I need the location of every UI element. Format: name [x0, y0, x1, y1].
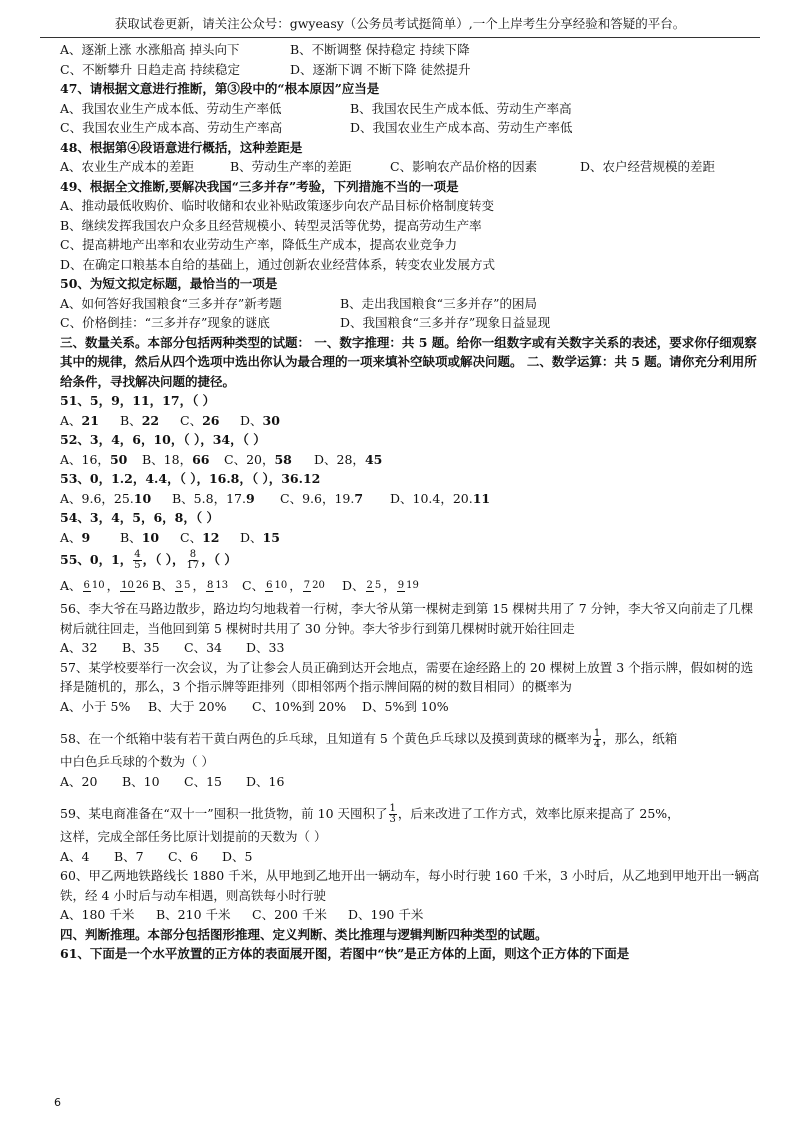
option-d: D、16 [246, 773, 285, 789]
option-a: A、逐渐上涨 水涨船高 掉头向下 [60, 42, 240, 57]
page-number: 6 [54, 1096, 61, 1109]
option-d: D、5 [222, 848, 253, 864]
options-row [60, 411, 760, 431]
option-c: C、20，58 [224, 451, 292, 467]
option-b: B、35 [122, 640, 160, 655]
fraction: $\frac{4}{5}$ [134, 549, 141, 571]
option-a: A、180 千米 [60, 907, 135, 922]
option-c: C、价格倒挂：“三多并存”现象的谜底 [60, 315, 270, 330]
options-row [60, 772, 760, 792]
option-b: B、10 [122, 773, 160, 789]
options-row [60, 99, 760, 119]
option-a: A、32 [60, 640, 98, 655]
question-58: 58、在一个纸箱中装有若干黄白两色的乒乓球，且知道有 5 个黄色乒乓球以及摸到黄球的概率为 $\frac{1}{4}$ ，那么，纸箱 [60, 728, 678, 750]
option-b: B、7 [114, 848, 144, 864]
option-c: C、10%到 20% [252, 698, 347, 714]
options-row [60, 573, 760, 599]
question-57: 57、某学校要举行一次会议，为了让参会人员正确到达开会地点，需要在途经路上的 20 棵树上放置 3 个指示牌，假如树的选择是随机的，那么，3 个指示牌等距排列（即相邻两个指示牌间隔的树的数目相同）的概率为 [60, 659, 754, 694]
page-header: 获取试卷更新，请关注公众号：gwyeasy（公务员考试挺简单）,一个上岸考生分享经验和答疑的平台。 [114, 16, 686, 31]
option-b: B、劳动生产率的差距 [230, 159, 352, 174]
question-47: 47、请根据文意进行推断，第③段中的“根本原因”应当是 [60, 81, 380, 96]
option-d: D、我国粮食“三多并存”现象日益显现 [340, 315, 551, 330]
fraction: $\frac{8}{17}$ [186, 549, 200, 571]
option-a: A、4 [60, 848, 90, 864]
option-c: C、提高耕地产出率和农业劳动生产率，降低生产成本，提高农业竞争力 [60, 237, 458, 252]
option-d: D、逐渐下调 不断下降 徒然提升 [290, 61, 471, 77]
option-c: C、15 [184, 773, 222, 789]
question-54: 54、3，4，5，6，8，（ ） [60, 510, 219, 525]
question-58-cont: 中白色乒乓球的个数为（ ） [60, 754, 214, 769]
exam-content [60, 40, 760, 964]
option-b: B、18，66 [142, 451, 210, 467]
option-d: D、10.4，20.11 [390, 490, 491, 506]
question-51: 51、5，9，11，17，（ ） [60, 393, 216, 408]
option-d: D、30 [240, 412, 280, 428]
option-a: A、如何答好我国粮食“三多并存”新考题 [60, 295, 282, 311]
header-divider [40, 37, 760, 38]
options-row [60, 157, 760, 177]
option-c: C、34 [184, 640, 222, 655]
question-52: 52、3，4，6，10，（ ），34，（ ） [60, 432, 266, 447]
options-row [60, 313, 760, 333]
option-b: B、走出我国粮食“三多并存”的困局 [340, 295, 537, 311]
option-b: B、22 [120, 412, 160, 428]
option-a: A、推动最低收购价、临时收储和农业补贴政策逐步向农产品目标价格制度转变 [60, 198, 495, 213]
option-d: D、在确定口粮基本自给的基础上，通过创新农业经营体系，转变农业发展方式 [60, 256, 496, 272]
option-b: B、不断调整 保持稳定 持续下降 [290, 42, 470, 57]
option-a: A、我国农业生产成本低、劳动生产率低 [60, 100, 282, 116]
options-row [60, 905, 760, 925]
option-a: A、21 [60, 412, 99, 428]
question-61: 61、下面是一个水平放置的正方体的表面展开图，若图中“快”是正方体的上面，则这个正方体的下面是 [60, 946, 630, 961]
option-a: A、 6 10 ， 10 26 [60, 578, 149, 593]
option-d: D、农户经营规模的差距 [580, 159, 716, 174]
option-c: C、200 千米 [252, 907, 327, 922]
question-59: 59、某电商准备在“双十一”囤积一批货物，前 10 天囤积了 $\frac{1}{3}$ ，后来改进了工作方式，效率比原来提高了 25%， [60, 803, 680, 825]
option-a: A、16，50 [60, 451, 128, 467]
options-row [60, 60, 760, 80]
option-d: D、28，45 [314, 451, 383, 467]
option-b: B、 3 5 ， 8 13 [152, 578, 229, 593]
question-60: 60、甲乙两地铁路线长 1880 千米，从甲地到乙地开出一辆动车，每小时行驶 160 千米，3 小时后，从乙地到甲地开出一辆高铁，经 4 小时后与动车相遇，则高铁每小时行驶 [60, 868, 760, 903]
option-b: B、继续发挥我国农户众多且经营规模小、转型灵活等优势，提高劳动生产率 [60, 217, 482, 233]
option-d: D、5%到 10% [362, 698, 449, 714]
options-row [60, 489, 760, 509]
option-b: B、我国农民生产成本低、劳动生产率高 [350, 100, 572, 116]
option-b: B、5.8，17.9 [172, 490, 255, 506]
fraction: $\frac{1}{3}$ [389, 803, 396, 825]
fraction: $\frac{1}{4}$ [593, 728, 601, 750]
option-d: D、我国农业生产成本高、劳动生产率低 [350, 120, 573, 135]
question-48: 48、根据第④段语意进行概括，这种差距是 [60, 139, 303, 155]
option-a: A、农业生产成本的差距 [60, 159, 195, 174]
option-a: A、小于 5% [60, 698, 131, 714]
question-56: 56、李大爷在马路边散步，路边均匀地栽着一行树，李大爷从第一棵树走到第 15 棵树共用了 7 分钟，李大爷又向前走了几棵树后就往回走，当他回到第 5 棵树时共用了 30 分钟。李大爷步行到第几棵树时就开始往回走 [60, 601, 754, 636]
option-a: A、20 [60, 773, 98, 789]
option-b: B、10 [120, 529, 160, 545]
option-c: C、9.6，19.7 [280, 490, 364, 506]
options-row [60, 697, 760, 717]
question-59-cont: 这样，完成全部任务比原计划提前的天数为（ ） [60, 829, 327, 844]
option-c: C、12 [180, 529, 220, 545]
option-c: C、6 [168, 848, 199, 864]
option-c: C、影响农产品价格的因素 [390, 159, 538, 174]
option-d: D、190 千米 [348, 907, 424, 922]
options-row [60, 40, 760, 60]
option-d: D、33 [246, 640, 285, 655]
question-49: 49、根据全文推断,要解决我国“三多并存”考验，下列措施不当的一项是 [60, 178, 459, 194]
option-c: C、26 [180, 412, 220, 428]
option-b: B、大于 20% [148, 698, 227, 714]
section-4-heading: 四、判断推理。本部分包括图形推理、定义判断、类比推理与逻辑判断四种类型的试题。 [60, 926, 548, 942]
question-55: 55、0，1， $\frac{4}{5}$ ，（ ）， $\frac{8}{17}$ ，（ ） [60, 549, 237, 571]
options-row [60, 118, 760, 138]
options-row [60, 638, 760, 658]
option-a: A、9.6，25.10 [60, 490, 152, 506]
options-row [60, 528, 760, 548]
option-a: A、9 [60, 529, 91, 545]
question-50: 50、为短文拟定标题，最恰当的一项是 [60, 276, 278, 291]
section-3-heading: 三、数量关系。本部分包括两种类型的试题： 一、数字推理：共 5 题。给你一组数字或有关数字关系的表述，要求你仔细观察其中的规律，然后从四个选项中选出你认为最合理的一项来填补空缺项或解决问题。 二、数学运算：共 5 题。请你充分利用所给条件，寻找解决问题的捷径。 [60, 334, 757, 389]
option-d: D、 2 5 ， 9 19 [342, 578, 419, 593]
option-c: C、不断攀升 日趋走高 持续稳定 [60, 61, 241, 77]
options-row [60, 294, 760, 314]
option-b: B、210 千米 [156, 907, 231, 922]
option-d: D、15 [240, 529, 280, 545]
option-c: C、我国农业生产成本高、劳动生产率高 [60, 120, 283, 135]
options-row [60, 847, 760, 867]
question-53: 53、0，1.2，4.4，（ ），16.8，（ ），36.12 [60, 471, 321, 486]
option-c: C、 6 10 ， 7 20 [242, 578, 325, 593]
options-row [60, 450, 760, 470]
